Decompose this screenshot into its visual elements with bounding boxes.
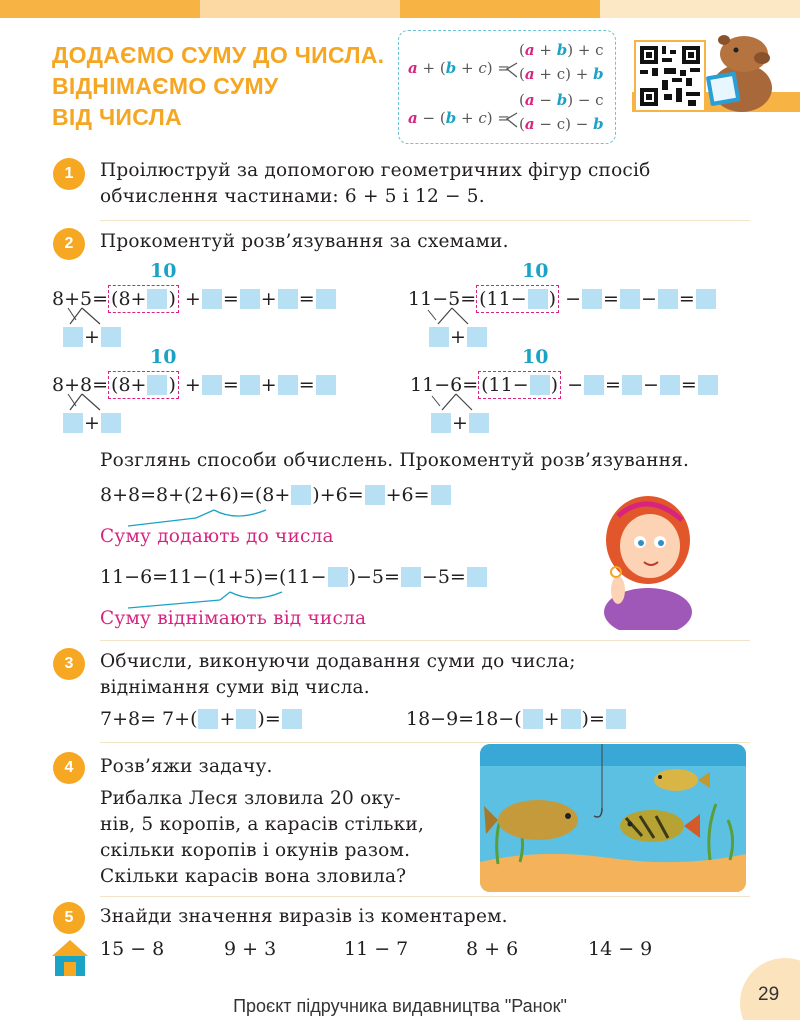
task3-example-1: 7+8= 7+( + )= [100,706,303,732]
qr-code-icon[interactable] [634,40,706,112]
answer-square[interactable] [236,709,256,729]
answer-square[interactable] [698,375,718,395]
task2-intro: Прокоментуй розв’язування за схемами. [100,231,509,252]
task-number-5: 5 [53,902,85,934]
note-subtract-sum: Суму віднімають від числа [100,608,367,629]
scheme-8-plus-8: 8 + 8 = ( 8 + ) + = + = [52,372,337,398]
scheme-11-minus-5: 11 − 5 = ( 11 − ) − = − = [408,286,717,312]
split-squares: + [62,324,122,350]
task-number-2: 2 [53,228,85,260]
formula-sub-r1: (a − b) − c [519,91,604,109]
ten-label: 10 [150,346,177,368]
title-line-1: ДОДАЄМО СУМУ ДО ЧИСЛА. [52,42,385,68]
answer-square[interactable] [316,289,336,309]
task1-line-2: обчислення частинами: 6 + 5 і 12 − 5. [100,186,485,207]
aquarium-fish-illustration [480,744,746,892]
ten-label: 10 [522,346,549,368]
answer-square[interactable] [431,485,451,505]
answer-square[interactable] [202,375,222,395]
task5-expr-1: 15 − 8 [100,938,165,960]
answer-square[interactable] [278,289,298,309]
top-stripe-3 [400,0,600,18]
separator [100,640,750,641]
answer-square[interactable] [202,289,222,309]
answer-square[interactable] [429,327,449,347]
answer-square[interactable] [467,327,487,347]
answer-square[interactable] [240,289,260,309]
task-number-3: 3 [53,648,85,680]
formula-add-r1: (a + b) + c [519,41,604,59]
answer-square[interactable] [316,375,336,395]
ten-label: 10 [522,260,549,282]
answer-square[interactable] [282,709,302,729]
task4-line-2: Рибалка Леся зловила 20 оку- [100,788,401,809]
top-stripe-1 [0,0,200,18]
answer-square[interactable] [291,485,311,505]
formula-add: a + (b + c) = [408,59,510,77]
home-task-icon [52,938,88,978]
answer-square[interactable] [523,709,543,729]
answer-square[interactable] [561,709,581,729]
answer-square[interactable] [278,375,298,395]
answer-square[interactable] [528,289,548,309]
task4-line-3: нів, 5 коропів, а карасів стільки, [100,814,425,835]
formula-sub-r2: (a − c) − b [519,115,604,133]
task5-line-1: Знайди значення виразів із коментарем. [100,906,508,927]
answer-square[interactable] [240,375,260,395]
separator [100,220,750,221]
separator [100,896,750,897]
answer-square[interactable] [147,375,167,395]
dashed-ten-group: ( 11 − ) [478,371,561,399]
answer-square[interactable] [660,375,680,395]
answer-square[interactable] [658,289,678,309]
task4-line-5: Скільки карасів вона зловила? [100,866,407,887]
answer-square[interactable] [467,567,487,587]
task3-example-2: 18−9=18−( + )= [406,706,627,732]
answer-square[interactable] [696,289,716,309]
answer-square[interactable] [582,289,602,309]
task5-expr-5: 14 − 9 [588,938,653,960]
page-number: 29 [758,984,780,1005]
task5-expr-4: 8 + 6 [466,938,519,960]
dashed-ten-group: ( 8 + ) [108,371,179,399]
dashed-ten-group: ( 8 + ) [108,285,179,313]
answer-square[interactable] [622,375,642,395]
title-line-3: ВІД ЧИСЛА [52,104,182,130]
split-squares: + [430,410,490,436]
answer-square[interactable] [584,375,604,395]
task-number-1: 1 [53,158,85,190]
way-add-sum: 8+8=8+ (2+6) =(8+ )+6= +6= [100,482,452,508]
answer-square[interactable] [401,567,421,587]
task4-line-4: скільки коропів і окунів разом. [100,840,411,861]
page-title [52,40,384,133]
answer-square[interactable] [328,567,348,587]
rule-formula-box [398,30,616,144]
task3-line-2: віднімання суми від числа. [100,677,370,698]
scheme-11-minus-6: 11 − 6 = ( 11 − ) − = − = [410,372,719,398]
answer-square[interactable] [365,485,385,505]
formula-add-r2: (a + c) + b [519,65,604,83]
task2-consider: Розглянь способи обчислень. Прокоментуй розв’язування. [100,450,690,471]
task-number-4: 4 [53,752,85,784]
answer-square[interactable] [101,327,121,347]
formula-sub: a − (b + c) = [408,109,510,127]
split-squares: + [62,410,122,436]
way-subtract-sum: 11−6=11− (1+5) =(11− )−5= −5= [100,564,488,590]
top-stripe-2 [200,0,400,18]
answer-square[interactable] [63,413,83,433]
ten-label: 10 [150,260,177,282]
answer-square[interactable] [63,327,83,347]
scheme-8-plus-5: 8 + 5 = ( 8 + ) + = + = [52,286,337,312]
answer-square[interactable] [606,709,626,729]
answer-square[interactable] [431,413,451,433]
title-line-2: ВІДНІМАЄМО СУМУ [52,73,279,99]
dashed-ten-group: ( 11 − ) [476,285,559,313]
separator [100,742,750,743]
girl-illustration [596,480,696,630]
answer-square[interactable] [469,413,489,433]
answer-square[interactable] [198,709,218,729]
task5-expr-3: 11 − 7 [344,938,409,960]
answer-square[interactable] [530,375,550,395]
top-stripe-4 [600,0,800,18]
capybara-reading-illustration [702,30,782,112]
answer-square[interactable] [147,289,167,309]
answer-square[interactable] [620,289,640,309]
task3-line-1: Обчисли, виконуючи додавання суми до числа; [100,651,576,672]
task4-line-1: Розв’яжи задачу. [100,756,273,777]
task1-line-1: Проілюструй за допомогою геометричних фігур спосіб [100,160,651,181]
answer-square[interactable] [101,413,121,433]
footer-publisher: Проєкт підручника видавництва "Ранок" [233,996,567,1016]
note-add-sum: Суму додають до числа [100,526,334,547]
split-squares: + [428,324,488,350]
task5-expr-2: 9 + 3 [224,938,277,960]
